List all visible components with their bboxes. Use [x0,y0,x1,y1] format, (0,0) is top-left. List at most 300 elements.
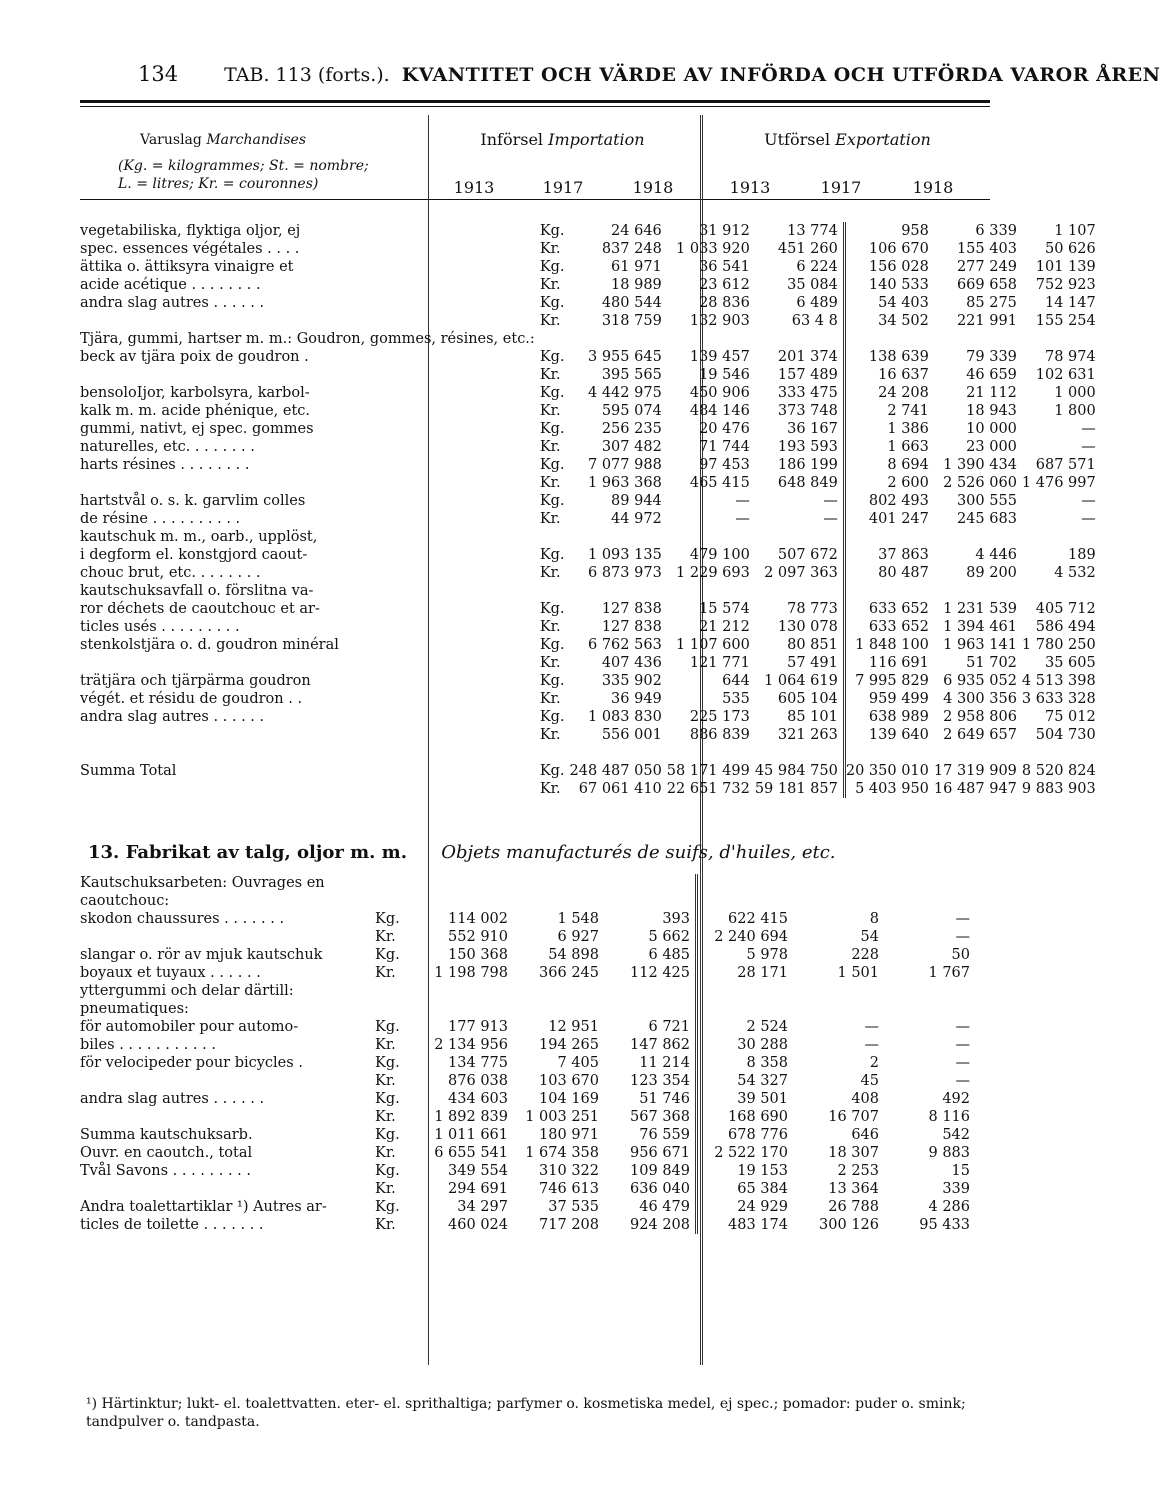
table-row [80,1216,975,1234]
row-label: pneumatiques: [80,1001,189,1017]
value-cell: 7 077 988 [588,457,662,473]
row-unit: Kg. [539,637,565,653]
value-cell: 31 912 [699,223,750,239]
row-unit [540,582,570,600]
value-cell: 103 670 [539,1073,599,1089]
value-cell: 6 935 052 [943,673,1017,689]
row-label: andra slag autres . . . . . . [80,295,265,311]
value-cell: 6 339 [975,223,1017,239]
row-label: Ouvr. en caoutch., total [80,1145,253,1161]
value-cell: 6 655 541 [434,1145,508,1161]
row-unit: Kr. [539,727,561,743]
value-cell: 24 646 [611,223,662,239]
value-cell: 147 862 [604,1036,697,1054]
import-label: Införsel [480,130,544,149]
value-cell: 6 489 [755,294,845,312]
row-unit: Kg. [539,763,565,779]
value-cell [793,874,884,892]
row-label: biles . . . . . . . . . . . [80,1037,216,1053]
value-cell: 23 000 [966,439,1017,455]
value-cell: 460 024 [448,1217,508,1233]
value-cell: 18 943 [966,403,1017,419]
value-cell: 58 171 499 [666,763,750,779]
value-cell: 59 181 857 [755,780,845,798]
value-cell: 194 265 [539,1037,599,1053]
value-cell: 479 100 [689,547,750,563]
value-cell [667,528,755,546]
value-cell: 34 502 [878,313,929,329]
table-row [80,1036,975,1054]
value-cell: 4 446 [975,547,1017,563]
table-row [80,910,975,928]
table-row [80,708,1101,726]
table-row [80,928,975,946]
value-cell: 4 513 398 [1021,673,1096,689]
row-unit: Kg. [539,223,565,239]
row-unit [375,982,420,1000]
value-cell: 11 214 [604,1054,697,1072]
value-cell: 248 487 050 [569,763,662,779]
value-cell [513,982,604,1000]
value-cell: 112 425 [604,964,697,982]
row-unit: Kr. [539,439,561,455]
value-cell: 2 253 [837,1163,879,1179]
value-cell: 54 [860,929,879,945]
value-cell [570,582,667,600]
row-label: Andra toalettartiklar ¹) Autres ar- [80,1199,327,1215]
value-cell: 535 [722,691,750,707]
row-unit: Kg. [375,1019,400,1035]
value-cell: 85 275 [966,295,1017,311]
value-cell [667,744,755,762]
value-cell [934,528,1022,546]
value-cell: 636 040 [604,1180,697,1198]
page-title: KVANTITET OCH VÄRDE AV INFÖRDA OCH UTFÖRDA VAROR ÅREN [401,64,1161,86]
value-cell: 75 012 [1044,709,1096,725]
value-cell: 483 174 [728,1217,788,1233]
value-cell: 256 235 [601,421,662,437]
value-cell [570,330,667,348]
value-cell: 5 978 [746,947,788,963]
value-cell: — [864,1019,879,1035]
footnote: ¹) Härtinktur; lukt- el. toalettvatten. eter- el. sprithaltiga; parfymer o. kosmetiska medel, ej spec.; pomador: puder o. smink; tandpulver o. tandpasta. [86,1396,966,1430]
value-cell: 23 612 [699,277,750,293]
value-cell: 1 229 693 [676,565,750,581]
row-label [80,1072,375,1090]
value-cell: 116 691 [868,655,929,671]
row-label [80,654,540,672]
value-cell: 8 520 824 [1021,763,1096,779]
row-unit: Kr. [539,781,561,797]
value-cell: 2 526 060 [943,475,1017,491]
value-cell: 4 442 975 [588,385,662,401]
row-unit: Kg. [539,457,565,473]
value-cell: 63 4 8 [755,312,845,330]
value-cell: 622 415 [728,911,788,927]
value-cell: — [755,492,845,510]
row-unit: Kg. [375,1091,400,1107]
value-cell: 8 [869,911,879,927]
value-cell: 139 457 [689,349,750,365]
table-row [80,366,1101,384]
row-unit [375,874,420,892]
import-label-fr: Importation [548,130,645,149]
value-cell: 228 [851,947,879,963]
value-cell: 6 224 [755,258,845,276]
value-cell: 393 [604,910,697,928]
value-cell: 16 487 947 [933,781,1017,797]
row-label: andra slag autres . . . . . . [80,709,265,725]
value-cell [934,330,1022,348]
value-cell [884,1000,975,1018]
value-cell: 127 838 [601,601,662,617]
value-cell: 51 702 [966,655,1017,671]
value-cell: 44 972 [611,511,662,527]
value-cell: 373 748 [755,402,845,420]
table-row [80,384,1101,402]
row-unit: Kr. [539,241,561,257]
value-cell: 65 384 [737,1181,788,1197]
value-cell: 1 800 [1054,403,1096,419]
value-cell: 7 405 [557,1055,599,1071]
value-cell: 958 [901,223,929,239]
row-label: acide acétique . . . . . . . . [80,277,261,293]
value-cell: 2 741 [887,403,929,419]
value-cell: 123 354 [604,1072,697,1090]
value-cell [884,874,975,892]
value-cell: 34 297 [457,1199,508,1215]
value-cell [844,528,934,546]
value-cell: — [955,911,970,927]
row-label: chouc brut, etc. . . . . . . . [80,565,261,581]
value-cell [934,582,1022,600]
value-cell: 85 101 [755,708,845,726]
year-import-1918: 1918 [632,178,674,197]
value-cell: 21 112 [966,385,1017,401]
value-cell: 20 476 [699,421,750,437]
row-label [80,1108,375,1126]
value-cell: 1 892 839 [434,1109,508,1125]
value-cell: 802 493 [868,493,929,509]
value-cell [697,874,794,892]
page-header [138,62,1161,86]
export-heading [705,130,990,149]
value-cell: 300 126 [819,1217,879,1233]
value-cell: 2 134 956 [434,1037,508,1053]
value-cell: 22 651 732 [666,781,750,797]
table-row [80,582,1101,600]
value-cell: 155 254 [1035,313,1096,329]
row-label [80,366,540,384]
row-label: kalk m. m. acide phénique, etc. [80,403,311,419]
row-label: boyaux et tuyaux . . . . . . [80,965,261,981]
value-cell [755,744,845,762]
value-cell: 1 501 [837,965,879,981]
value-cell: 50 626 [1044,241,1096,257]
row-label: hartstvål o. s. k. garvlim colles [80,493,306,509]
row-label: Summa Total [80,763,177,779]
value-cell: — [1081,421,1096,437]
table-row [80,276,1101,294]
value-cell: 19 546 [699,367,750,383]
value-cell: 79 339 [966,349,1017,365]
row-unit: Kg. [375,1163,400,1179]
row-label: ticles usés . . . . . . . . . [80,619,240,635]
table-row [80,1162,975,1180]
value-cell: 4 286 [928,1199,970,1215]
table-row [80,964,975,982]
section-13-title-fr: Objets manufacturés de suifs, d'huiles, etc. [441,842,836,863]
value-cell [420,874,513,892]
table-row [80,690,1101,708]
table-row [80,294,1101,312]
value-cell: 102 631 [1035,367,1096,383]
value-cell: 109 849 [604,1162,697,1180]
row-label: för automobiler pour automo- [80,1019,299,1035]
value-cell: 678 776 [728,1127,788,1143]
value-cell: 1 848 100 [855,637,929,653]
value-cell: 26 788 [828,1199,879,1215]
value-cell: 180 971 [539,1127,599,1143]
value-cell: 451 260 [755,240,845,258]
row-label: Summa kautschuksarb. [80,1127,253,1143]
value-cell: 1 663 [887,439,929,455]
value-cell: 395 565 [601,367,662,383]
value-cell [844,744,934,762]
row-label: caoutchouc: [80,893,170,909]
value-cell: 1 093 135 [588,547,662,563]
value-cell [604,1000,697,1018]
value-cell: — [864,1037,879,1053]
value-cell: 752 923 [1035,277,1096,293]
value-cell [755,528,845,546]
value-cell: 130 078 [755,618,845,636]
table-row [80,654,1101,672]
row-unit: Kr. [539,691,561,707]
main-table [80,222,1101,798]
value-cell: 57 491 [755,654,845,672]
value-cell: 3 955 645 [588,349,662,365]
value-cell: 39 501 [737,1091,788,1107]
value-cell [513,874,604,892]
value-cell: — [955,1055,970,1071]
value-cell: 366 245 [539,965,599,981]
value-cell: 956 671 [604,1144,697,1162]
row-unit: Kg. [539,709,565,725]
row-label: de résine . . . . . . . . . . [80,511,241,527]
table-row [80,1054,975,1072]
row-label: Tjära, gummi, hartser m. m.: Goudron, gommes, résines, etc.: [80,331,535,347]
value-cell: 155 403 [956,241,1017,257]
value-cell: 8 694 [887,457,929,473]
value-cell: 1 000 [1054,385,1096,401]
value-cell [844,582,934,600]
table-row [80,402,1101,420]
value-cell: — [1081,511,1096,527]
value-cell: — [955,1037,970,1053]
value-cell: 335 902 [601,673,662,689]
value-cell: 89 200 [966,565,1017,581]
row-label: slangar o. rör av mjuk kautschuk [80,947,323,963]
import-heading [430,130,695,149]
table-row [80,438,1101,456]
table-row [80,510,1101,528]
value-cell: — [1081,493,1096,509]
value-cell: 15 [951,1163,970,1179]
row-label [80,744,540,762]
value-cell: 114 002 [448,911,508,927]
row-unit [375,1000,420,1018]
value-cell: 318 759 [601,313,662,329]
table-row [80,1108,975,1126]
value-cell: 1 231 539 [943,601,1017,617]
year-import-1913: 1913 [453,178,495,197]
value-cell: 156 028 [868,259,929,275]
value-cell: 277 249 [956,259,1017,275]
row-label: yttergummi och delar därtill: [80,983,294,999]
table-row [80,1144,975,1162]
value-cell [420,982,513,1000]
value-cell: 139 640 [868,727,929,743]
value-cell: 2 600 [887,475,929,491]
table-row [80,528,1101,546]
value-cell: 35 084 [755,276,845,294]
section-13-title: 13. Fabrikat av talg, oljor m. m. [88,842,407,863]
row-label [80,1180,375,1198]
row-label: kautschuk m. m., oarb., upplöst, [80,529,318,545]
value-cell: 586 494 [1035,619,1096,635]
value-cell: 18 307 [828,1145,879,1161]
row-unit: Kr. [375,1145,396,1161]
row-label: ticles de toilette . . . . . . . [80,1217,264,1233]
value-cell: 401 247 [868,511,929,527]
value-cell: 321 263 [755,726,845,744]
value-cell: 13 774 [755,222,845,240]
value-cell: 408 [851,1091,879,1107]
value-cell: 556 001 [601,727,662,743]
row-label: kautschuksavfall o. förslitna va- [80,583,314,599]
value-cell: 434 603 [448,1091,508,1107]
row-unit: Kr. [375,1109,396,1125]
table-row [80,1126,975,1144]
value-cell [570,528,667,546]
value-cell: 140 533 [868,277,929,293]
value-cell: 46 659 [966,367,1017,383]
value-cell: 12 951 [548,1019,599,1035]
table-row [80,240,1101,258]
row-label [80,780,540,798]
value-cell: 2 958 806 [943,709,1017,725]
value-cell: 1 548 [557,911,599,927]
row-label: beck av tjära poix de goudron . [80,349,309,365]
value-cell: 20 350 010 [845,763,929,779]
value-cell: 189 [1068,547,1096,563]
row-label: végét. et résidu de goudron . . [80,691,303,707]
value-cell: 924 208 [604,1216,697,1234]
row-unit: Kg. [539,673,565,689]
value-cell: 177 913 [448,1019,508,1035]
value-cell: 37 863 [878,547,929,563]
value-cell: 89 944 [611,493,662,509]
value-cell: 1 033 920 [676,241,750,257]
row-unit: Kr. [375,965,396,981]
value-cell: 717 208 [539,1217,599,1233]
value-cell: 2 [869,1055,879,1071]
row-label: trätjära och tjärpärma goudron [80,673,311,689]
value-cell: 294 691 [448,1181,508,1197]
row-unit: Kr. [539,475,561,491]
value-cell: 17 319 909 [933,763,1017,779]
table-row [80,222,1101,240]
value-cell: 333 475 [755,384,845,402]
value-cell: 1 386 [887,421,929,437]
row-unit: Kg. [539,385,565,401]
value-cell [755,582,845,600]
value-cell: 876 038 [448,1073,508,1089]
value-cell [420,1000,513,1018]
value-cell: 5 662 [604,928,697,946]
value-cell: 484 146 [689,403,750,419]
table-row [80,892,975,910]
value-cell: 1 198 798 [434,965,508,981]
stub-units: (Kg. = kilogrammes; St. = nombre; [118,158,369,174]
export-label-fr: Exportation [835,130,931,149]
table-ref: TAB. 113 (forts.). [224,64,390,86]
value-cell: 138 639 [868,349,929,365]
value-cell [934,744,1022,762]
value-cell: 405 712 [1035,601,1096,617]
value-cell: 36 541 [699,259,750,275]
value-cell: 78 773 [755,600,845,618]
row-label: harts résines . . . . . . . . [80,457,250,473]
value-cell: 746 613 [539,1181,599,1197]
value-cell: 2 240 694 [714,929,788,945]
table-row [80,636,1101,654]
row-unit: Kr. [539,367,561,383]
value-cell: 24 929 [737,1199,788,1215]
table-row [80,1198,975,1216]
row-label [80,474,540,492]
value-cell: 168 690 [728,1109,788,1125]
value-cell: 78 974 [1044,349,1096,365]
value-cell: 104 169 [539,1091,599,1107]
value-cell: — [1081,439,1096,455]
row-unit: Kg. [539,601,565,617]
row-label: skodon chaussures . . . . . . . [80,911,285,927]
value-cell: 2 649 657 [943,727,1017,743]
value-cell: 465 415 [689,475,750,491]
value-cell [513,1000,604,1018]
value-cell: 567 368 [604,1108,697,1126]
row-unit: Kr. [375,1073,396,1089]
value-cell [604,982,697,1000]
value-cell: 648 849 [755,474,845,492]
value-cell: 646 [851,1127,879,1143]
row-unit: Kr. [375,1181,396,1197]
value-cell: 10 000 [966,421,1017,437]
value-cell: 4 532 [1054,565,1096,581]
value-cell: 542 [942,1127,970,1143]
row-unit: Kr. [375,1037,396,1053]
value-cell: 1 476 997 [1021,475,1096,491]
value-cell: 4 300 356 [943,691,1017,707]
value-cell: 307 482 [601,439,662,455]
value-cell: 959 499 [868,691,929,707]
table-row [80,348,1101,366]
value-cell: 6 927 [557,929,599,945]
page-number: 134 [138,62,179,86]
table-row [80,982,975,1000]
